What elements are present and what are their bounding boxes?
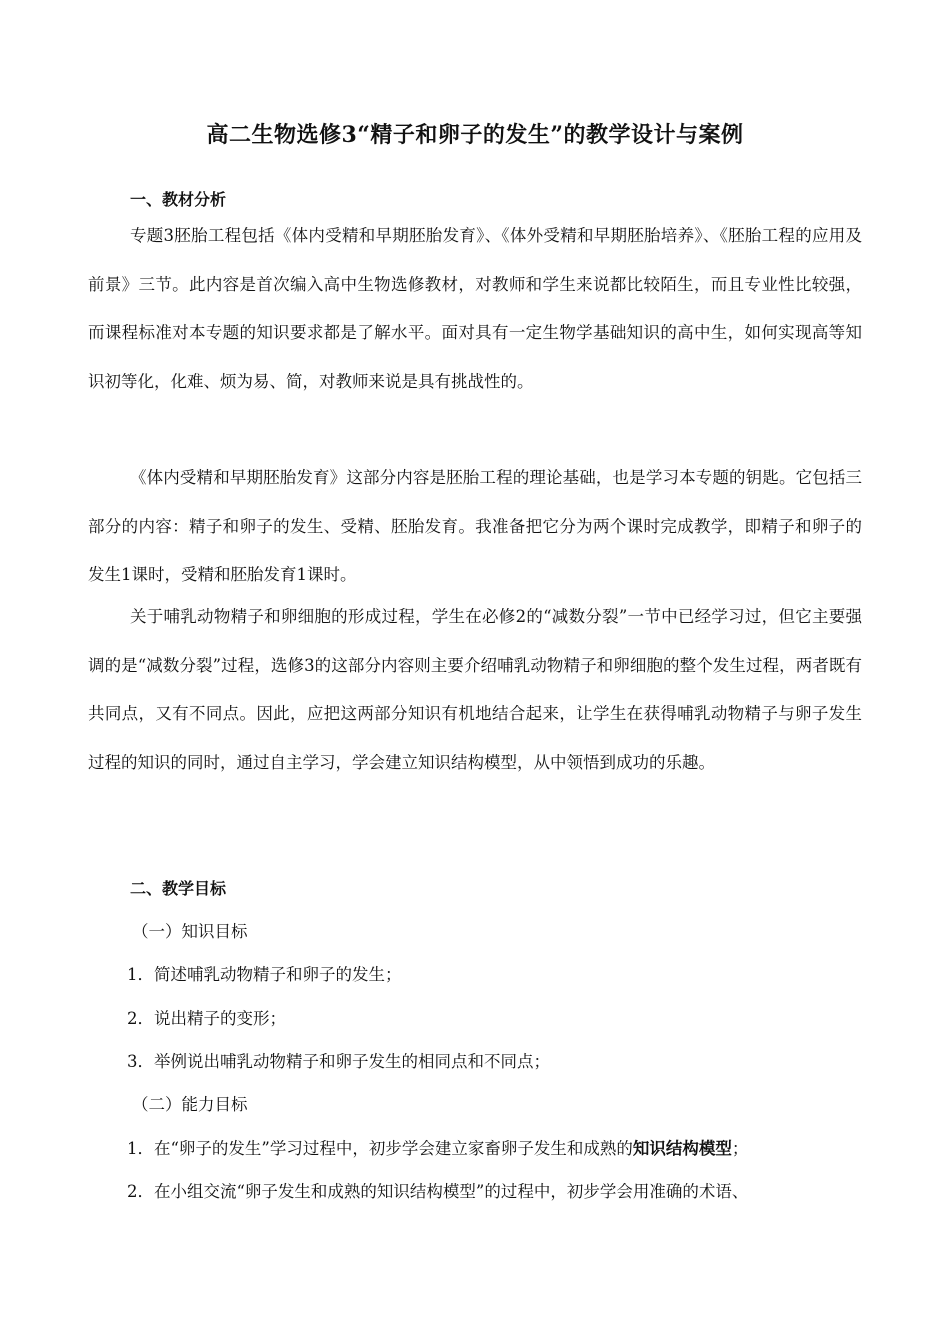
ability-goal-1-emphasis: 知识结构模型 — [632, 1139, 732, 1158]
ability-goal-1 — [127, 1135, 748, 1159]
section-heading-textbook-analysis: 一、教材分析 — [130, 190, 227, 209]
ability-goal-1-text: 1．在“卵子的发生”学习过程中，初步学会建立家畜卵子发生和成熟的 — [127, 1139, 633, 1158]
subsection-ability-goals: （二）能力目标 — [132, 1095, 248, 1114]
knowledge-goal-3: 3．举例说出哺乳动物精子和卵子发生的相同点和不同点； — [127, 1052, 550, 1071]
subsection-knowledge-goals: （一）知识目标 — [132, 922, 248, 941]
paragraph-1: 专题3胚胎工程包括《体内受精和早期胚胎发育》、《体外受精和早期胚胎培养》、《胚胎工程的应用及前景》三节。此内容是首次编入高中生物选修教材，对教师和学生来说都比较陌生，而且专业性比较强，而课程标准对本专题的知识要求都是了解水平。面对具有一定生物学基础知识的高中生，如何实现高等知识初等化，化难、烦为易、简，对教师来说是具有挑战性的。 — [88, 226, 862, 391]
ability-goal-2: 2．在小组交流“卵子发生和成熟的知识结构模型”的过程中，初步学会用准确的术语、 — [127, 1182, 749, 1201]
document-title: 高二生物选修3“精子和卵子的发生”的教学设计与案例 — [206, 122, 744, 148]
paragraph-3: 关于哺乳动物精子和卵细胞的形成过程，学生在必修2的“减数分裂”一节中已经学习过，但它主要强调的是“减数分裂”过程，选修3的这部分内容则主要介绍哺乳动物精子和卵细胞的整个发生过程，两者既有共同点，又有不同点。因此，应把这两部分知识有机地结合起来，让学生在获得哺乳动物精子与卵子发生过程的知识的同时，通过自主学习，学会建立知识结构模型，从中领悟到成功的乐趣。 — [88, 607, 862, 772]
knowledge-goal-2: 2．说出精子的变形； — [127, 1009, 286, 1028]
knowledge-goal-1: 1．简述哺乳动物精子和卵子的发生； — [127, 965, 402, 984]
section-heading-teaching-goals: 二、教学目标 — [130, 879, 227, 898]
ability-goal-1-end: ； — [731, 1139, 749, 1158]
paragraph-2: 《体内受精和早期胚胎发育》这部分内容是胚胎工程的理论基础，也是学习本专题的钥匙。它包括三部分的内容：精子和卵子的发生、受精、胚胎发育。我准备把它分为两个课时完成教学，即精子和卵子的发生1课时，受精和胚胎发育1课时。 — [88, 468, 862, 584]
